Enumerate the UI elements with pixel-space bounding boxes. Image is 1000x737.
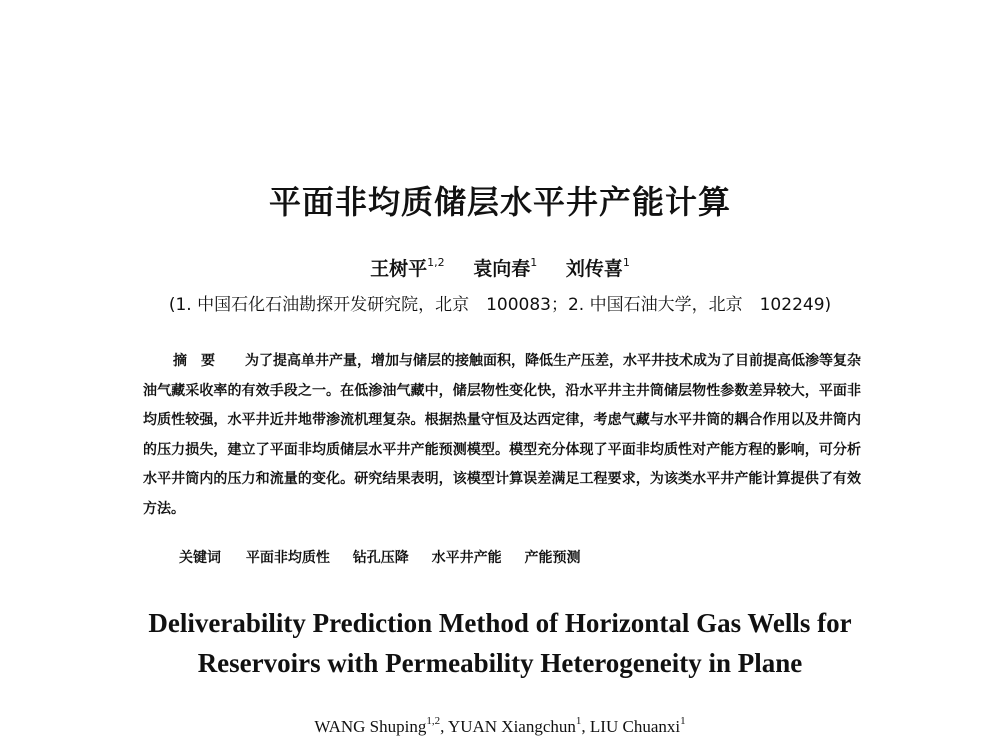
keyword: 平面非均质性 xyxy=(245,550,330,566)
abstract xyxy=(143,347,861,525)
abstract-label: 摘要 xyxy=(173,353,229,369)
author-1: 王树平$^{1,2}$ xyxy=(370,256,445,280)
keywords xyxy=(179,547,879,567)
affiliation: (1. 中国石化石油勘探开发研究院，北京 100083；2. 中国石油大学，北京 102249) xyxy=(168,295,832,315)
keyword: 钻孔压降 xyxy=(352,550,409,566)
english-authors xyxy=(0,715,1000,737)
english-title-line-1: Deliverability Prediction Method of Horizontal Gas Wells for xyxy=(148,608,852,638)
keywords-label: 关键词 xyxy=(179,550,221,566)
author-2: 袁向春$^1$ xyxy=(473,256,538,280)
author-3: 刘传喜$^1$ xyxy=(565,256,630,280)
en-author-1: WANG Shuping$^{1,2}$, xyxy=(314,715,448,736)
keyword: 产能预测 xyxy=(524,550,581,566)
en-author-2: YUAN Xiangchun$^1$, xyxy=(447,715,590,736)
en-author-3: LIU Chuanxi$^1$ xyxy=(589,715,686,736)
abstract-text: 为了提高单井产量，增加与储层的接触面积，降低生产压差，水平井技术成为了目前提高低渗等复杂油气藏采收率的有效手段之一。在低渗油气藏中，储层物性变化快，沿水平井主井筒储层物性参数差异较大，平面非均质性较强，水平井近井地带渗流机理复杂。根据热量守恒及达西定律，考虑气藏与水平井筒的耦合作用以及井筒内的压力损失，建立了平面非均质储层水平井产能预测模型。模型充分体现了平面非均质性对产能方程的影响，可分析水平井筒内的压力和流量的变化。研究结果表明，该模型计算误差满足工程要求，为该类水平井产能计算提供了有效方法。 xyxy=(143,353,861,517)
chinese-title: 平面非均质储层水平井产能计算 xyxy=(268,183,731,221)
english-title xyxy=(0,603,1000,683)
keyword: 水平井产能 xyxy=(431,550,502,566)
chinese-authors xyxy=(0,254,1000,281)
english-title-line-2: Reservoirs with Permeability Heterogeneity in Plane xyxy=(197,648,803,678)
